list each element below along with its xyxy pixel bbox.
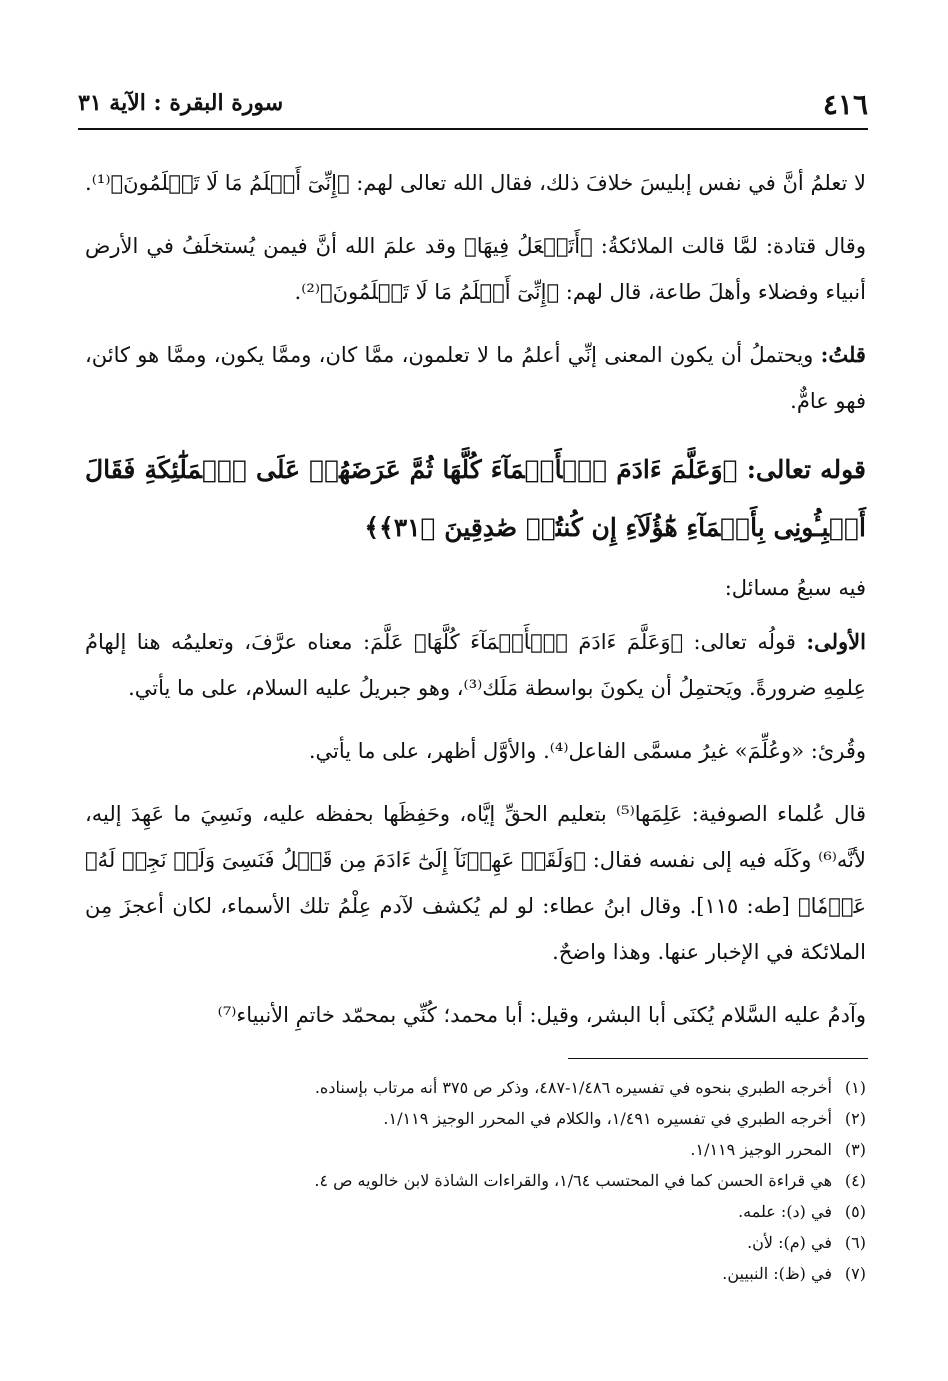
footnote-number: (١): [844, 1078, 866, 1097]
footnote-text: في (م): لأن.: [747, 1233, 832, 1252]
paragraph-3-text: ويحتملُ أن يكون المعنى إنِّي أعلمُ ما لا تعلمون، ممَّا كان، وممَّا يكون، وممَّا هو كائن، فهو عامٌّ.: [85, 343, 866, 413]
footnote-number: (٧): [844, 1264, 866, 1283]
running-title: سورة البقرة : الآية ٣١: [78, 90, 284, 116]
paragraph-5: [85, 619, 866, 711]
paragraph-1: لا تعلمُ أنَّ في نفس إبليسَ خلافَ ذلك، فقال الله تعالى لهم: ﴿إِنِّىٓ أَعۡلَمُ مَا لَا تَعۡلَمُونَ﴾⁽¹⁾.: [85, 171, 866, 195]
main-text: [85, 160, 866, 1055]
footnote-text: أخرجه الطبري بنحوه في تفسيره ١/٤٨٦-٤٨٧، وذكر ص ٣٧٥ أنه مرتاب بإسناده.: [314, 1078, 832, 1097]
footnote-number: (٦): [844, 1233, 866, 1252]
verse-block: [85, 441, 866, 557]
footnote-divider: [568, 1058, 868, 1059]
paragraph-3: [85, 332, 866, 424]
footnote-6: [85, 1227, 866, 1258]
footnotes: [85, 1072, 866, 1289]
footnote-number: (٢): [844, 1109, 866, 1128]
footnote-text: هي قراءة الحسن كما في المحتسب ١/٦٤، والقراءات الشاذة لابن خالويه ص ٤.: [314, 1171, 832, 1190]
footnote-text: في (ظ): النبيين.: [722, 1264, 832, 1283]
footnote-2: [85, 1103, 866, 1134]
footnote-7: [85, 1258, 866, 1289]
footnote-3: [85, 1134, 866, 1165]
issue-one-lead: الأولى:: [806, 629, 866, 654]
footnote-1: [85, 1072, 866, 1103]
paragraph-4: فيه سبعُ مسائل:: [724, 576, 866, 600]
footnote-text: المحرر الوجيز ١/١١٩.: [690, 1140, 832, 1159]
footnote-4: [85, 1165, 866, 1196]
paragraph-8: وآدمُ عليه السَّلام يُكنَى أبا البشر، وقيل: أبا محمد؛ كُنِّي بمحمّد خاتمِ الأنبياء⁽⁷⁾: [217, 1003, 866, 1027]
paragraph-6: وقُرئ: «وعُلِّمَ» غيرُ مسمَّى الفاعل⁽⁴⁾. والأوَّل أظهر، على ما يأتي.: [308, 739, 866, 763]
paragraph-7: قال عُلماء الصوفية: عَلِمَها⁽⁵⁾ بتعليم الحقِّ إيَّاه، وحَفِظَها بحفظه عليه، ونَسِيَ ما عَهِدَ إليه، لأنَّه⁽⁶⁾ وكَلَه فيه إلى نفسه فقال: ﴿وَلَقَدۡ عَهِدۡنَآ إِلَىٰٓ ءَادَمَ مِن قَبۡلُ فَنَسِىَ وَلَمۡ نَجِدۡ لَهُۥ عَزۡمٗا﴾ [طه: ١١٥]. وقال ابنُ عطاء: لو لم يُكشف لآدم عِلْمُ تلك الأسماء، لكان أعجزَ مِن الملائكة في الإخبار عنها. وهذا واضحٌ.: [85, 802, 866, 964]
footnote-5: [85, 1196, 866, 1227]
page-number: ٤١٦: [822, 88, 868, 121]
footnote-number: (٤): [844, 1171, 866, 1190]
header-divider: [78, 128, 868, 130]
paragraph-5-text: قولُه تعالى: ﴿وَعَلَّمَ ءَادَمَ ٱلۡأَسۡمَآءَ كُلَّهَا﴾ عَلَّمَ: معناه عرَّفَ، وتعليمُه هنا إلهامُ عِلمِهِ ضرورةً. ويَحتمِلُ أن يكونَ بواسطة مَلَك⁽³⁾، وهو جبريلُ عليه السلام، على ما يأتي.: [85, 630, 866, 700]
verse-text: ﴿وَعَلَّمَ ءَادَمَ ٱلۡأَسۡمَآءَ كُلَّهَا ثُمَّ عَرَضَهُمۡ عَلَى ٱلۡمَلَٰٓئِكَةِ فَقَالَ أَنۢبِـُٔونِى بِأَسۡمَآءِ هَٰٓؤُلَآءِ إِن كُنتُمۡ صَٰدِقِينَ ﴿٣١﴾﴾: [85, 455, 866, 542]
footnote-number: (٣): [844, 1140, 866, 1159]
page-header: [78, 88, 868, 122]
footnote-number: (٥): [844, 1202, 866, 1221]
footnote-text: في (د): علمه.: [738, 1202, 832, 1221]
qultu-lead: قلتُ:: [820, 342, 866, 367]
verse-label: قوله تعالى:: [746, 455, 866, 484]
paragraph-2: وقال قتادة: لمَّا قالت الملائكةُ: ﴿أَتَجۡعَلُ فِيهَا﴾ وقد علمَ الله أنَّ فيمن يُستخلَفُ في الأرض أنبياء وفضلاء وأهلَ طاعة، قال لهم: ﴿إِنِّىٓ أَعۡلَمُ مَا لَا تَعۡلَمُونَ﴾⁽²⁾.: [85, 234, 866, 304]
footnote-text: أخرجه الطبري في تفسيره ١/٤٩١، والكلام في المحرر الوجيز ١/١١٩.: [383, 1109, 832, 1128]
